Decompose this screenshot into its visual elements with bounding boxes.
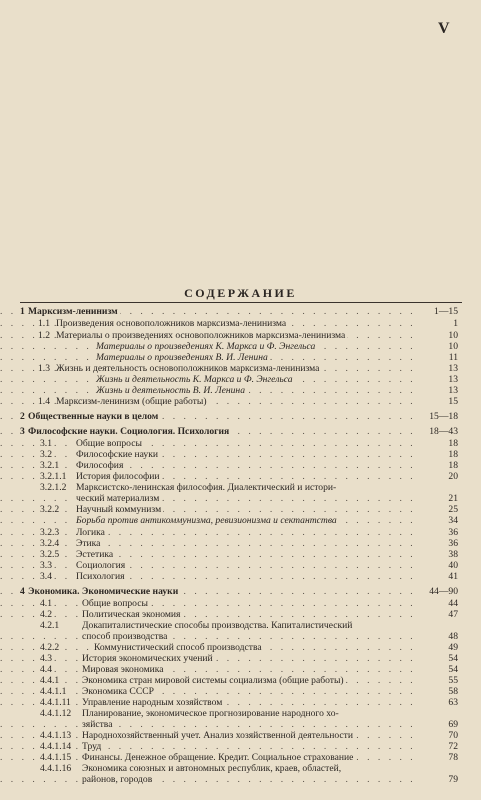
toc-entry-title: Материалы о произведениях В. И. Ленина (96, 352, 268, 363)
toc-entry-number: 3.2.1 (40, 460, 60, 471)
toc-entry-title: Произведения основоположников марксизма-ленинизма (56, 318, 287, 329)
toc-entry-page: 79 (448, 774, 458, 785)
toc-entry-page: 44—90 (429, 586, 458, 597)
toc-entry-title: способ производства (82, 631, 168, 642)
toc-entry-title: Логика (76, 527, 105, 538)
toc-entry-page: 1 (453, 318, 458, 329)
toc-entry-title: Марксистско-ленинская философия. Диалектический и истори- (76, 482, 337, 493)
toc-entry-page: 10 (448, 330, 458, 341)
toc-entry-title: зяйства (82, 719, 113, 730)
toc-entry-page: 13 (448, 363, 458, 374)
toc-entry-title: Научный коммунизм (76, 504, 162, 515)
toc-entry-number: 2 (20, 411, 25, 422)
toc-entry-page: 63 (448, 697, 458, 708)
toc-entry-title: Эстетика (76, 549, 114, 560)
toc-entry-title: Народнохозяйственный учет. Анализ хозяйственной деятельности (82, 730, 353, 741)
toc-leader-dots (0, 571, 420, 583)
toc-entry-page: 48 (448, 631, 458, 642)
toc-entry-page: 18 (448, 460, 458, 471)
toc-entry-title: История экономических учений (82, 653, 213, 664)
toc-entry-page: 40 (448, 560, 458, 571)
toc-entry-number: 3.2.3 (40, 527, 60, 538)
toc-entry-page: 20 (448, 471, 458, 482)
toc-entry-page: 13 (448, 385, 458, 396)
toc-entry-page: 13 (448, 374, 458, 385)
toc-entry-title: Мировая экономика (82, 664, 164, 675)
toc-entry-page: 11 (448, 352, 458, 363)
toc-entry-title: Управление народным хозяйством (82, 697, 223, 708)
toc-entry-title: Психология (76, 571, 125, 582)
toc-entry-title: Экономика СССР (82, 686, 154, 697)
toc-entry-number: 4.4.1.15 (40, 752, 72, 763)
toc-entry-number: 4.4.1.12 (40, 708, 72, 719)
toc-entry-title: Философия (76, 460, 124, 471)
toc-entry-number: 3.1 (40, 438, 52, 449)
toc-entry-page: 70 (448, 730, 458, 741)
toc-entry-number: 3 (20, 426, 25, 437)
toc-entry (0, 571, 420, 583)
toc-entry-title: Марксизм-ленинизм (28, 306, 118, 317)
toc-entry-number: 3.3 (40, 560, 52, 571)
toc-entry-page: 1—15 (434, 306, 458, 317)
toc-entry (0, 774, 420, 786)
toc-entry-number: 4.3 (40, 653, 52, 664)
toc-entry-page: 47 (448, 609, 458, 620)
toc-entry-number: 3.2.4 (40, 538, 60, 549)
toc-entry-page: 34 (448, 515, 458, 526)
toc-entry-title: История философии (76, 471, 160, 482)
toc-entry-title: Докапиталистические способы производства. Капиталистический (82, 620, 353, 631)
toc-entry-title: Социология (76, 560, 126, 571)
toc-entry-number: 4.4.1.14 (40, 741, 72, 752)
toc-entry-page: 18 (448, 449, 458, 460)
toc-entry (0, 515, 420, 527)
toc-entry-page: 38 (448, 549, 458, 560)
toc-entry-page: 10 (448, 341, 458, 352)
toc-entry-number: 3.2.1.1 (40, 471, 67, 482)
toc-entry-title: Коммунистический способ производства (94, 642, 262, 653)
toc-entry (0, 306, 420, 318)
toc-entry-page: 54 (448, 664, 458, 675)
toc-entry-number: 1.4 (38, 396, 50, 407)
toc-entry-page: 49 (448, 642, 458, 653)
toc-entry-title: Труд (82, 741, 102, 752)
toc-entry-number: 4.4.1.13 (40, 730, 72, 741)
toc-entry-page: 69 (448, 719, 458, 730)
toc-entry-number: 1.2 (38, 330, 50, 341)
toc-entry-title: Экономика союзных и автономных республик, краев, областей, (82, 763, 342, 774)
toc-entry-number: 3.2.5 (40, 549, 60, 560)
toc-entry-number: 1 (20, 306, 25, 317)
toc-entry-title: Жизнь и деятельность основоположников марксизма-ленинизма (56, 363, 320, 374)
toc-entry-number: 4.2 (40, 609, 52, 620)
toc-entry-title: Общие вопросы (76, 438, 142, 449)
toc-entry-title: Материалы о произведениях К. Маркса и Ф. Энгельса (96, 341, 316, 352)
toc-entry-title: Общие вопросы (82, 598, 148, 609)
toc-entry (0, 318, 420, 330)
toc-entry-page: 54 (448, 653, 458, 664)
toc-entry-number: 1.3 (38, 363, 50, 374)
toc-entry-title: Экономика. Экономические науки (28, 586, 179, 597)
toc-entry-title: Планирование, экономическое прогнозирование народного хо- (82, 708, 339, 719)
toc-entry-number: 4.4.1.1 (40, 686, 67, 697)
toc-entry-page: 21 (448, 493, 458, 504)
toc-entry-number: 4 (20, 586, 25, 597)
toc-entry-page: 41 (448, 571, 458, 582)
toc-entry-number: 4.2.2 (40, 642, 60, 653)
toc-entry-title: ческий материализм (76, 493, 160, 504)
toc-entry-title: Материалы о произведениях основоположников марксизма-ленинизма (56, 330, 346, 341)
toc-entry-title: Марксизм-ленинизм (общие работы) (56, 396, 207, 407)
toc-entry-page: 18 (448, 438, 458, 449)
toc-entry-title: Борьба против антикоммунизма, ревизионизма и сектантства (76, 515, 337, 526)
toc-entry-title: Общественные науки в целом (28, 411, 159, 422)
toc-entry-page: 72 (448, 741, 458, 752)
toc-entry-number: 4.1 (40, 598, 52, 609)
toc-entry-title: Финансы. Денежное обращение. Кредит. Социальное страхование (82, 752, 354, 763)
toc-entry-title: Этика (76, 538, 101, 549)
toc-entry-title: Политическая экономия (82, 609, 181, 620)
toc-entry-number: 3.4 (40, 571, 52, 582)
toc-entry-title: районов, городов (82, 774, 153, 785)
toc-entry-page: 15 (448, 396, 458, 407)
toc-entry-title: Экономика стран мировой системы социализма (общие работы) (82, 675, 344, 686)
toc-entry-number: 4.4.1.11 (40, 697, 71, 708)
toc-leader-dots (0, 774, 420, 786)
toc-entry-number: 3.2.2 (40, 504, 60, 515)
toc-entry-title: Философские науки (76, 449, 159, 460)
toc-title: СОДЕРЖАНИЕ (184, 286, 297, 300)
page-number: V (438, 20, 451, 37)
toc-entry-page: 58 (448, 686, 458, 697)
toc-entry-number: 4.2.1 (40, 620, 60, 631)
toc-entry-title: Жизнь и деятельность В. И. Ленина (96, 385, 245, 396)
toc-entry (0, 426, 420, 438)
toc-entry-number: 4.4.1 (40, 675, 60, 686)
toc-entry-page: 78 (448, 752, 458, 763)
toc-entry-number: 3.2 (40, 449, 52, 460)
toc-entry-page: 18—43 (429, 426, 458, 437)
toc-entry-number: 1.1 (38, 318, 50, 329)
toc-entry-page: 25 (448, 504, 458, 515)
toc-entry-page: 36 (448, 527, 458, 538)
toc-entry-page: 15—18 (429, 411, 458, 422)
toc-entry-title: Философские науки. Социология. Психология (28, 426, 230, 437)
toc-entry-number: 4.4.1.16 (40, 763, 72, 774)
toc-entry (0, 396, 420, 408)
toc-entry (0, 411, 420, 423)
toc-entry-number: 4.4 (40, 664, 52, 675)
toc-entry (0, 586, 420, 598)
toc-entry-page: 36 (448, 538, 458, 549)
toc-entry-title: Жизнь и деятельность К. Маркса и Ф. Энгельса (96, 374, 293, 385)
toc-entry-number: 3.2.1.2 (40, 482, 67, 493)
toc-entry-page: 55 (448, 675, 458, 686)
toc-entry-page: 44 (448, 598, 458, 609)
